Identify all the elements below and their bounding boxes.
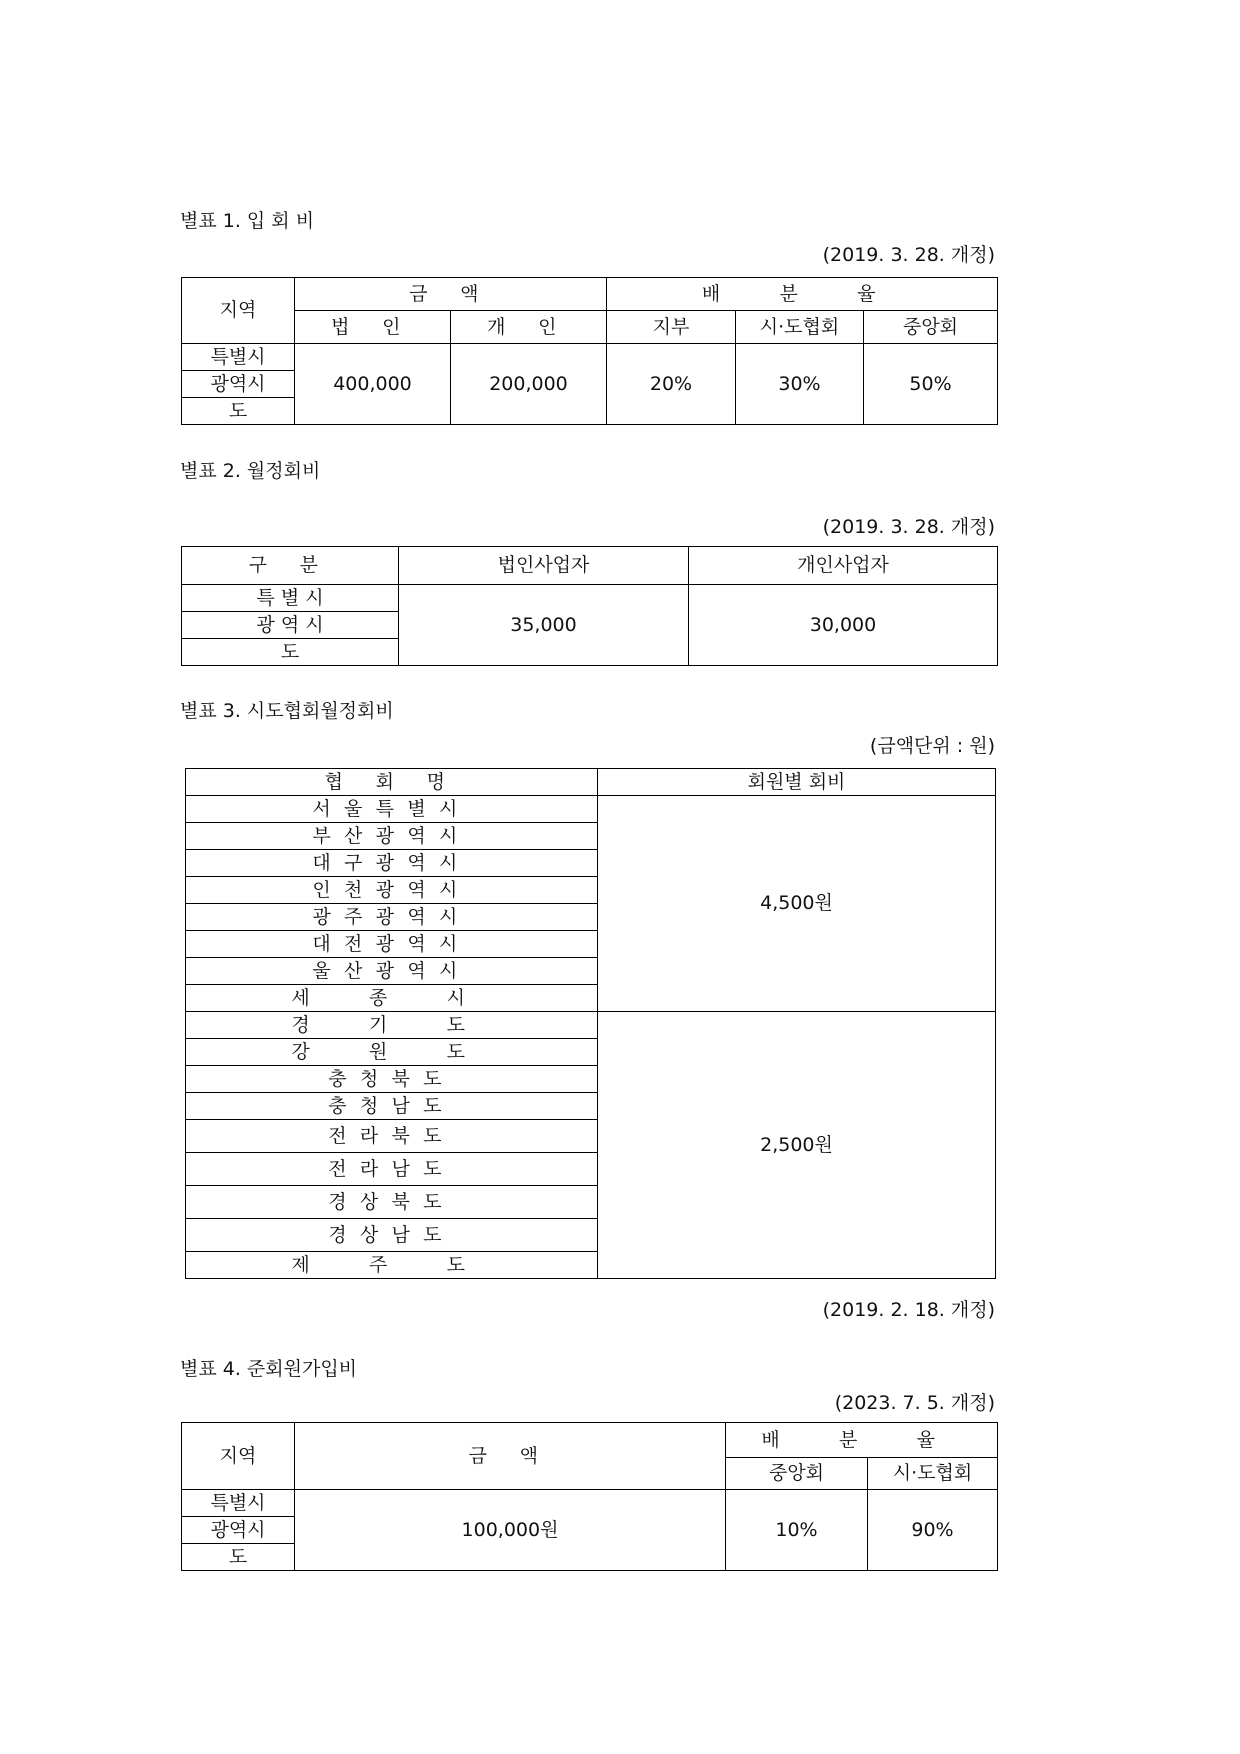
- table4-col-region: 지역: [182, 1423, 295, 1490]
- table2-col-corp: 법인사업자: [399, 547, 689, 585]
- table2-col-category: 구 분: [182, 547, 399, 585]
- table1-col-region: 지역: [182, 278, 295, 344]
- table3-association-cell: 경 기 도: [186, 1012, 598, 1039]
- table4-region-cell: 특별시: [182, 1490, 295, 1517]
- table3-association-cell: 서울특별시: [186, 796, 598, 823]
- table2-region-cell: 광 역 시: [182, 612, 399, 639]
- table3-association-cell: 인천광역시: [186, 877, 598, 904]
- table1-sub-central: 중앙회: [864, 311, 998, 344]
- table1-corp-value: 400,000: [295, 344, 451, 425]
- table1-provincial-value: 30%: [736, 344, 864, 425]
- table1-sub-indiv: 개 인: [451, 311, 607, 344]
- table1-heading: 별표 1. 입 회 비: [180, 210, 315, 232]
- table3-association-cell: 광주광역시: [186, 904, 598, 931]
- table4-amount-value: 100,000원: [295, 1490, 726, 1571]
- table4-heading: 별표 4. 준회원가입비: [180, 1358, 358, 1380]
- table4-central-value: 10%: [726, 1490, 868, 1571]
- table3-association-cell: 울산광역시: [186, 958, 598, 985]
- table1-sub-provincial: 시·도협회: [736, 311, 864, 344]
- table3-provincial-fee: [185, 768, 996, 1279]
- table3-association-cell: 대구광역시: [186, 850, 598, 877]
- table3-association-cell: 충청북도: [186, 1066, 598, 1093]
- table1-sub-branch: 지부: [607, 311, 736, 344]
- table3-association-cell: 강 원 도: [186, 1039, 598, 1066]
- table3-association-cell: 경상남도: [186, 1219, 598, 1252]
- table3-association-cell: 전라북도: [186, 1120, 598, 1153]
- table4-sub-provincial: 시·도협회: [868, 1458, 998, 1490]
- table3-association-cell: 대전광역시: [186, 931, 598, 958]
- table4-associate-fee: [181, 1422, 998, 1571]
- table3-heading: 별표 3. 시도협회월정회비: [180, 700, 394, 722]
- table4-region-cell: 도: [182, 1544, 295, 1571]
- table3-association-cell: 전라남도: [186, 1153, 598, 1186]
- table3-col-fee: 회원별 회비: [598, 769, 996, 796]
- table2-corp-value: 35,000: [399, 585, 689, 666]
- table4-sub-central: 중앙회: [726, 1458, 868, 1490]
- table4-revision: (2023. 7. 5. 개정): [834, 1392, 995, 1414]
- table4-region-cell: 광역시: [182, 1517, 295, 1544]
- table1-col-share: 배 분 율: [607, 278, 998, 311]
- table1-central-value: 50%: [864, 344, 998, 425]
- table1-revision: (2019. 3. 28. 개정): [822, 244, 995, 266]
- table2-revision: (2019. 3. 28. 개정): [822, 516, 995, 538]
- table1-sub-corp: 법 인: [295, 311, 451, 344]
- table2-region-cell: 도: [182, 639, 399, 666]
- table2-heading: 별표 2. 월정회비: [180, 460, 321, 482]
- table4-col-amount: 금 액: [295, 1423, 726, 1490]
- table3-association-cell: 부산광역시: [186, 823, 598, 850]
- table2-col-indiv: 개인사업자: [689, 547, 998, 585]
- table3-col-association: 협 회 명: [186, 769, 598, 796]
- table1-indiv-value: 200,000: [451, 344, 607, 425]
- table2-monthly-fee: [181, 546, 998, 666]
- table4-col-share: 배 분 율: [726, 1423, 998, 1458]
- table3-unit-note: (금액단위 : 원): [869, 735, 995, 757]
- table3-association-cell: 제 주 도: [186, 1252, 598, 1279]
- table4-provincial-value: 90%: [868, 1490, 998, 1571]
- table1-entry-fee: [181, 277, 998, 425]
- table1-region-cell: 도: [182, 398, 295, 425]
- table1-region-cell: 광역시: [182, 371, 295, 398]
- table1-region-cell: 특별시: [182, 344, 295, 371]
- table3-group-b-fee: 2,500원: [598, 1012, 996, 1279]
- table2-indiv-value: 30,000: [689, 585, 998, 666]
- table3-association-cell: 세 종 시: [186, 985, 598, 1012]
- table3-revision: (2019. 2. 18. 개정): [822, 1299, 995, 1321]
- table3-association-cell: 경상북도: [186, 1186, 598, 1219]
- table1-branch-value: 20%: [607, 344, 736, 425]
- table3-association-cell: 충청남도: [186, 1093, 598, 1120]
- table3-group-a-fee: 4,500원: [598, 796, 996, 1012]
- table2-region-cell: 특 별 시: [182, 585, 399, 612]
- table1-col-amount: 금 액: [295, 278, 607, 311]
